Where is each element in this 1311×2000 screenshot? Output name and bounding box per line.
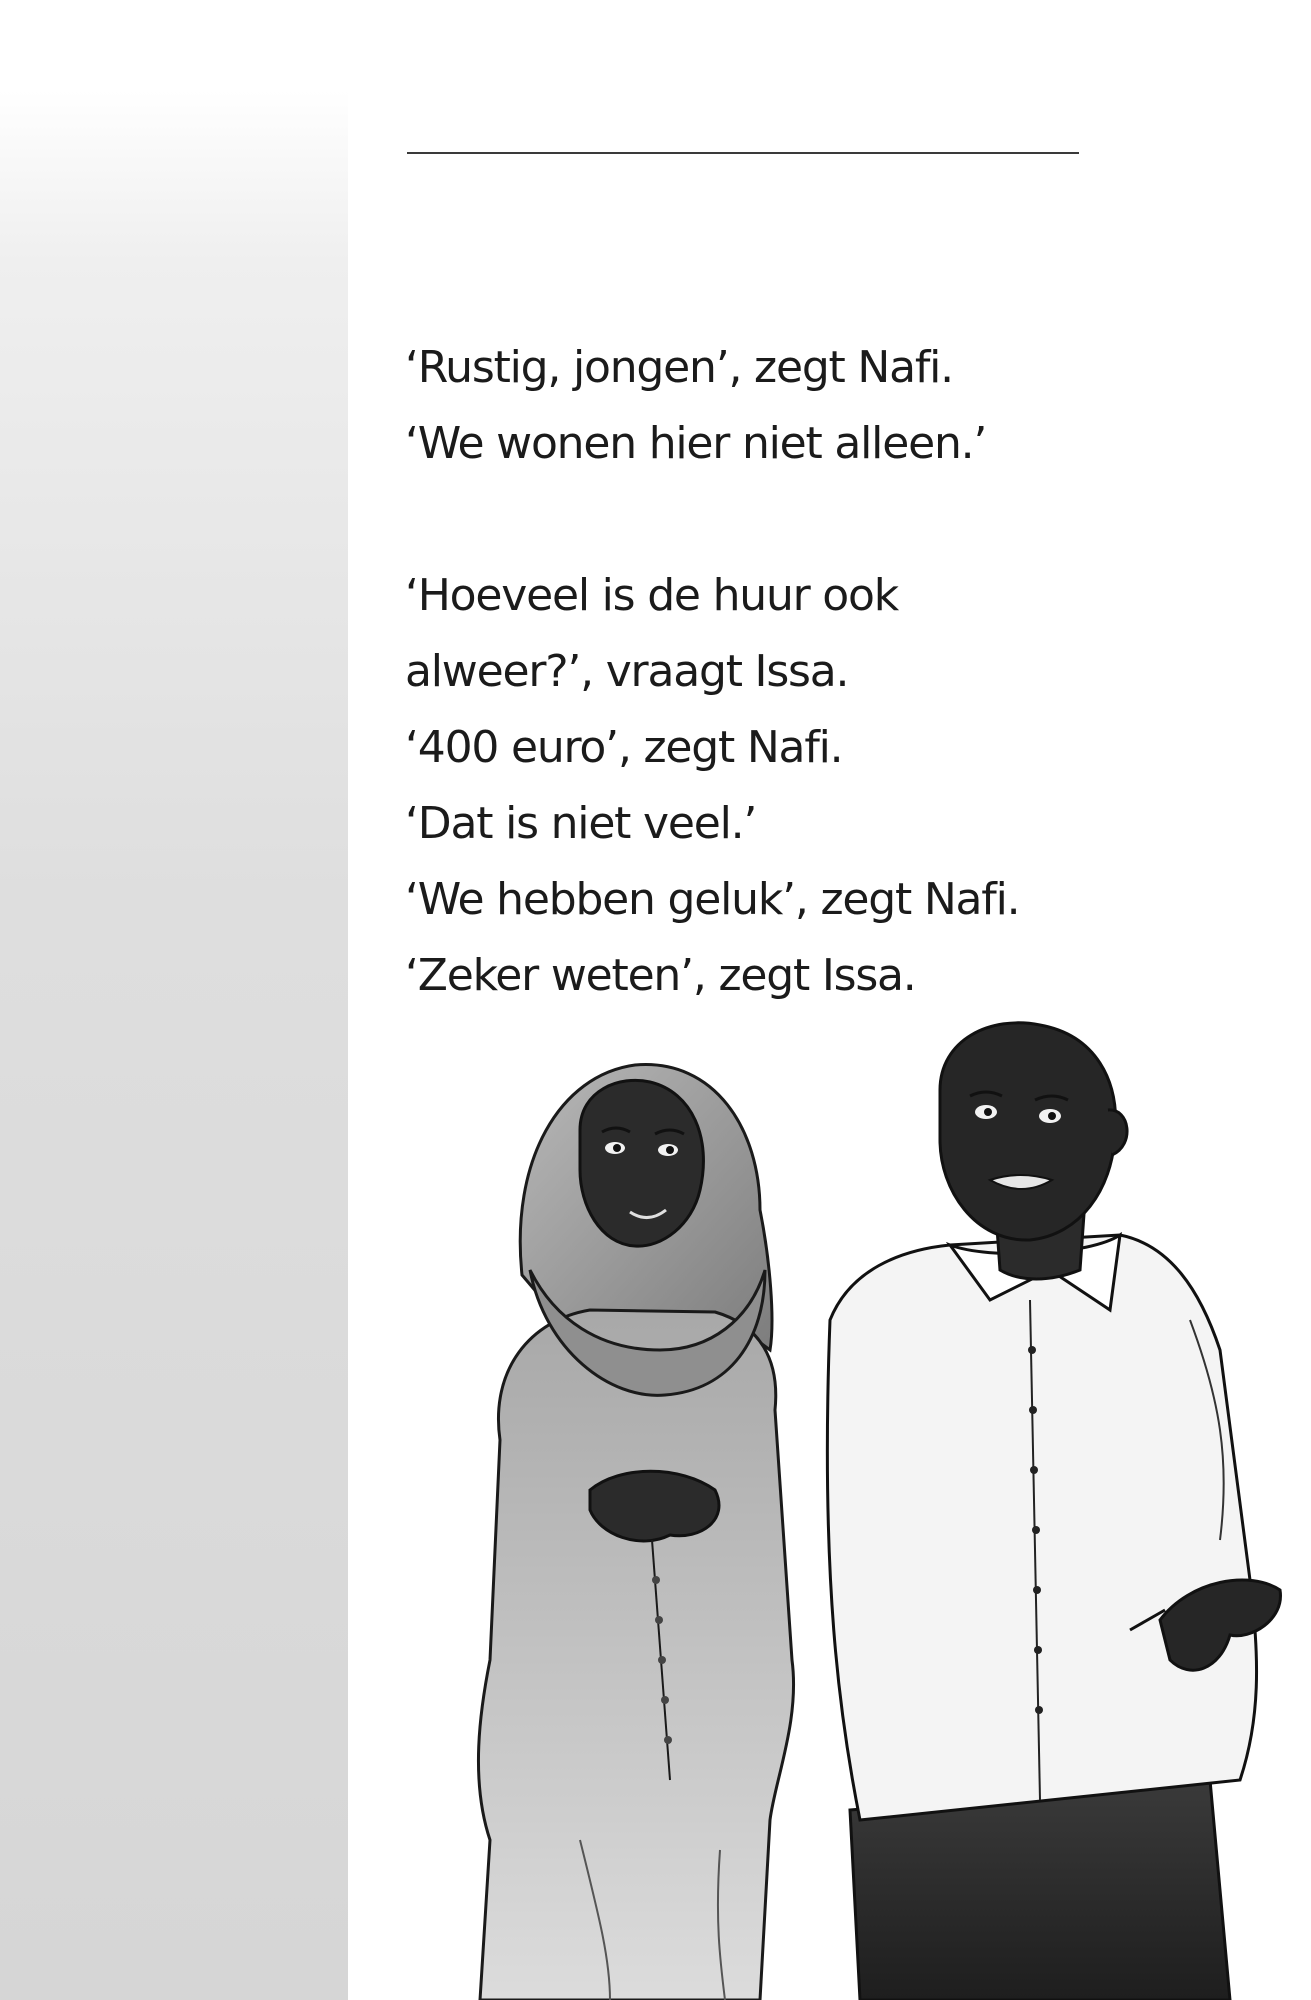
illustration-nafi-and-issa [430,1020,1290,2000]
story-line: ‘We wonen hier niet alleen.’ [405,418,987,469]
story-line: ‘400 euro’, zegt Nafi. [405,722,843,773]
story-line: alweer?’, vraagt Issa. [405,646,849,697]
header-rule [407,152,1079,154]
story-text [405,330,1085,1014]
stanza-break [405,482,1085,558]
page-margin-sidebar [0,0,348,2000]
story-line: ‘Rustig, jongen’, zegt Nafi. [405,342,953,393]
man-figure [827,1023,1280,2000]
woman-figure [478,1065,793,2000]
story-line: ‘Dat is niet veel.’ [405,798,757,849]
story-line: ‘We hebben geluk’, zegt Nafi. [405,874,1020,925]
story-line: ‘Hoeveel is de huur ook [405,570,899,621]
story-line: ‘Zeker weten’, zegt Issa. [405,950,916,1001]
